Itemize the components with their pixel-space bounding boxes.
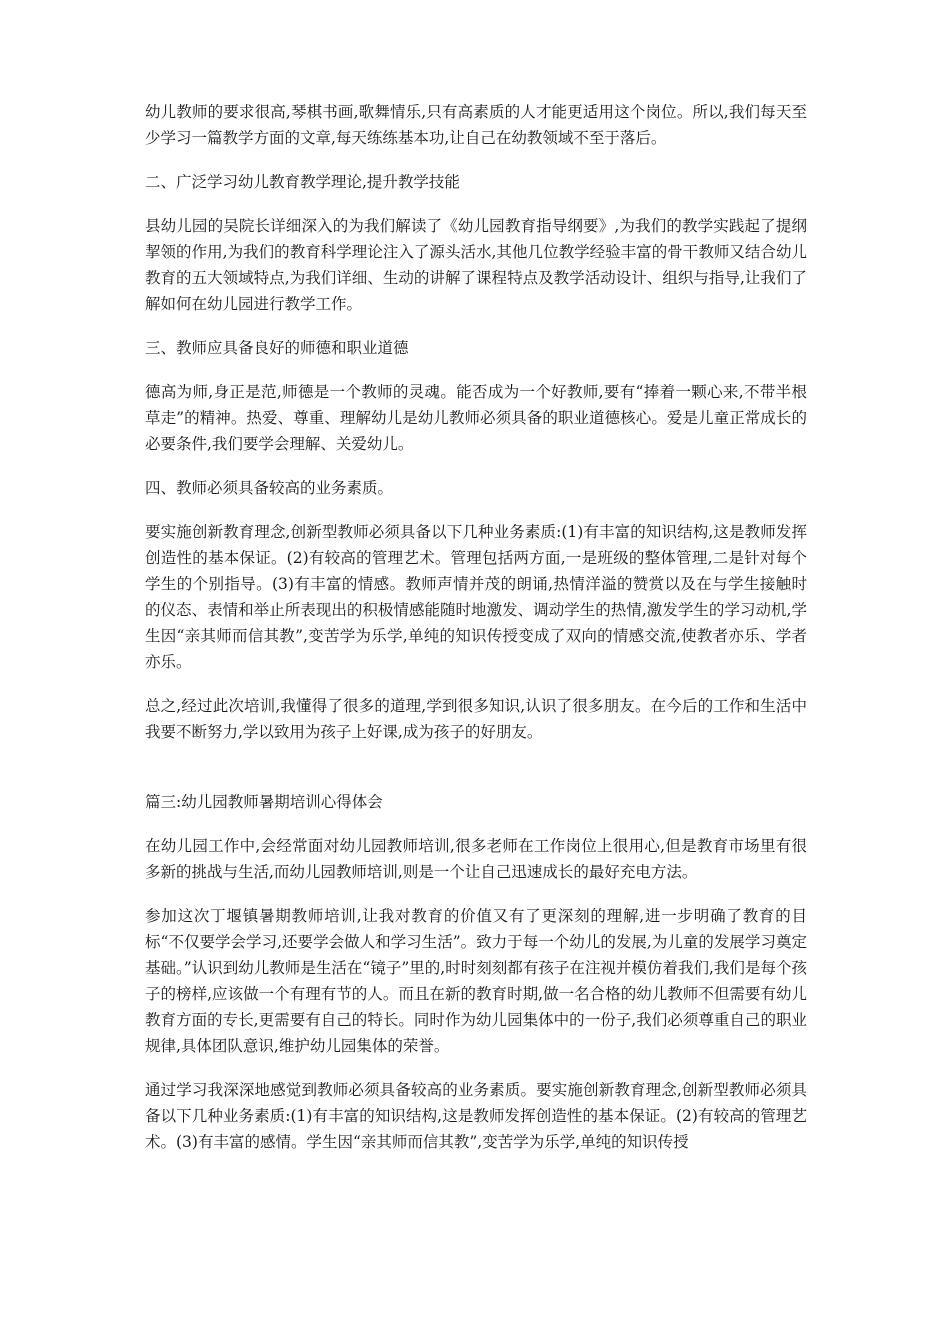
paragraph-theory: 县幼儿园的吴院长详细深入的为我们解读了《幼儿园教育指导纲要》,为我们的教学实践起了提纲挈领的作用,为我们的教育科学理论注入了源头活水,其他几位教学经验丰富的骨干教师又结合幼儿教育的五大领域特点,为我们详细、生动的讲解了课程特点及教学活动设计、组织与指导,让我们了解如何在幼儿园进行教学工作。 [145, 217, 807, 313]
section-heading-2: 二、广泛学习幼儿教育教学理论,提升教学技能 [145, 173, 460, 191]
paragraph-training: 参加这次丁堰镇暑期教师培训,让我对教育的价值又有了更深刻的理解,进一步明确了教育的目标“不仅要学会学习,还要学会做人和学习生活”。致力于每一个幼儿的发展,为儿童的发展学习奠定基础。”认识到幼儿教师是生活在“镜子”里的,时时刻刻都有孩子在注视并模仿着我们,我们是每个孩子的榜样,应该做一个有理有节的人。而且在新的教育时期,做一名合格的幼儿教师不但需要有幼儿教育方面的专长,更需要有自己的特长。同时作为幼儿园集体中的一份子,我们必须尊重自己的职业规律,具体团队意识,维护幼儿园集体的荣誉。 [145, 907, 807, 1055]
section-heading-4: 四、教师必须具备较高的业务素质。 [145, 479, 394, 497]
paragraph-summary: 总之,经过此次培训,我懂得了很多的道理,学到很多知识,认识了很多朋友。在今后的工作和生活中我要不断努力,学以致用为孩子上好课,成为孩子的好朋友。 [145, 697, 807, 741]
paragraph-intro: 幼儿教师的要求很高,琴棋书画,歌舞情乐,只有高素质的人才能更适用这个岗位。所以,我们每天至少学习一篇教学方面的文章,每天练练基本功,让自己在幼教领域不至于落后。 [145, 103, 807, 147]
paragraph-work: 在幼儿园工作中,会经常面对幼儿园教师培训,很多老师在工作岗位上很用心,但是教育市场里有很多新的挑战与生活,而幼儿园教师培训,则是一个让自己迅速成长的最好充电方法。 [145, 837, 807, 881]
document-body [145, 99, 807, 1173]
paragraph-ethics: 德高为师,身正是范,师德是一个教师的灵魂。能否成为一个好教师,要有“捧着一颗心来,不带半根草走”的精神。热爱、尊重、理解幼儿是幼儿教师必须具备的职业道德核心。爱是儿童正常成长的必要条件,我们要学会理解、关爱幼儿。 [145, 383, 807, 453]
section-heading-3: 三、教师应具备良好的师德和职业道德 [145, 339, 409, 357]
paragraph-quality: 要实施创新教育理念,创新型教师必须具备以下几种业务素质:(1)有丰富的知识结构,这是教师发挥创造性的基本保证。(2)有较高的管理艺术。管理包括两方面,一是班级的整体管理,二是针对每个学生的个别指导。(3)有丰富的情感。教师声情并茂的朗诵,热情洋溢的赞赏以及在与学生接触时的仪态、表情和举止所表现出的积极情感能随时地激发、调动学生的热情,激发学生的学习动机,学生因“亲其师而信其教”,变苦学为乐学,单纯的知识传授变成了双向的情感交流,使教者亦乐、学者亦乐。 [145, 523, 807, 671]
section-spacer [145, 763, 807, 789]
article-title: 篇三:幼儿园教师暑期培训心得体会 [145, 793, 383, 811]
paragraph-learning: 通过学习我深深地感觉到教师必须具备较高的业务素质。要实施创新教育理念,创新型教师必须具备以下几种业务素质:(1)有丰富的知识结构,这是教师发挥创造性的基本保证。(2)有较高的管理艺术。(3)有丰富的感情。学生因“亲其师而信其教”,变苦学为乐学,单纯的知识传授 [145, 1081, 807, 1151]
